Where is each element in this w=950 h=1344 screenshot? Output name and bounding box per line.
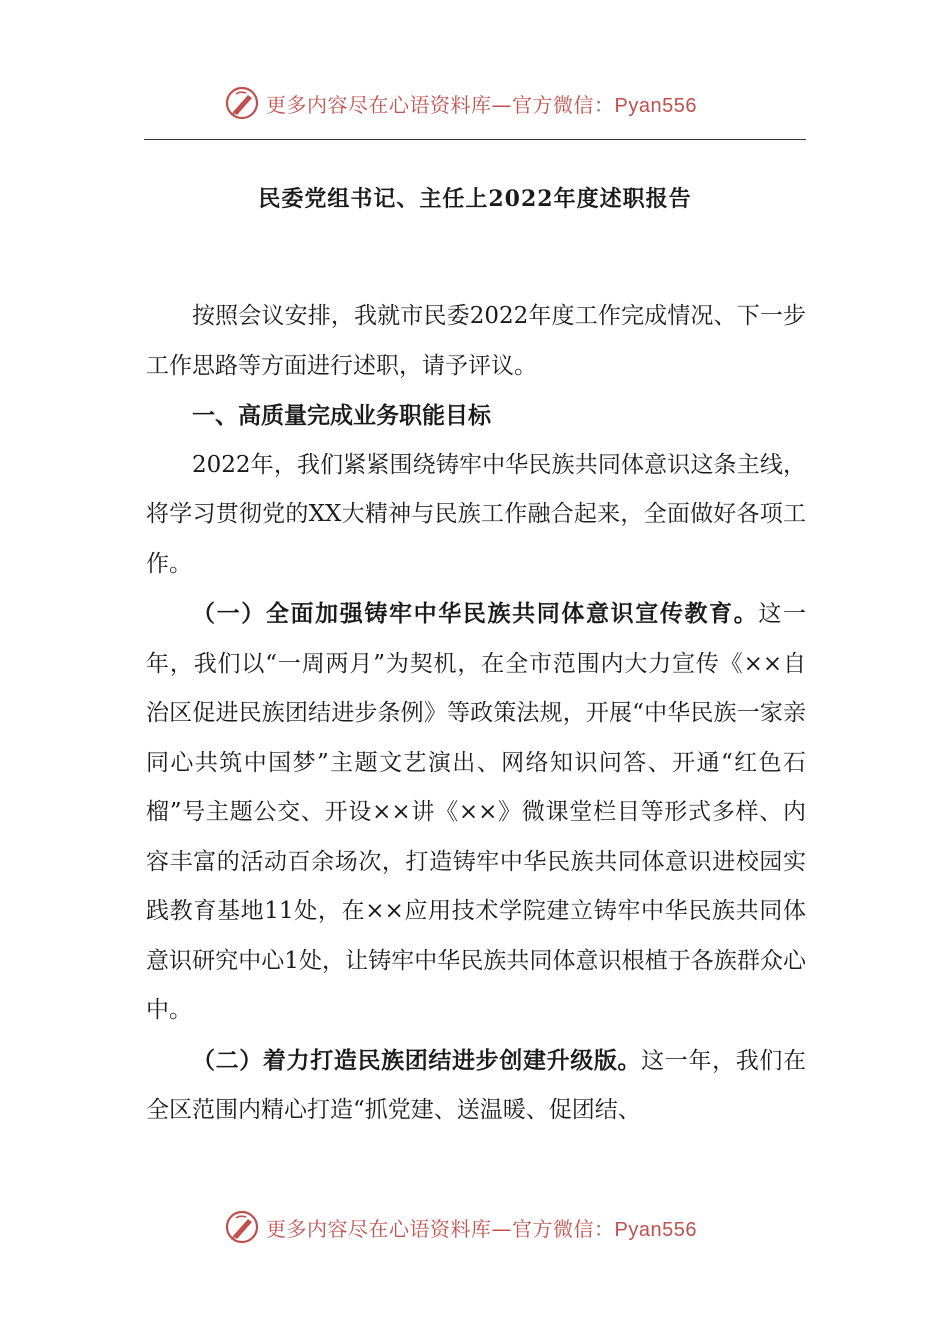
watermark-handle: Pyan556 — [614, 1218, 697, 1241]
watermark-text: 更多内容尽在心语资料库—官方微信：Pyan556 — [266, 1216, 697, 1241]
watermark-text: 更多内容尽在心语资料库—官方微信：Pyan556 — [266, 92, 697, 117]
item-text-2: 这一年，我们在全区范围内精心打造“抓党建、送温暖、促团结、 — [146, 1047, 807, 1123]
section-paragraph: 2022年，我们紧紧围绕铸牢中华民族共同体意识这条主线，将学习贯彻党的XX大精神与民族工作融合起来，全面做好各项工作。 — [146, 451, 806, 577]
document-title: 民委党组书记、主任上2022年度述职报告 — [258, 186, 692, 212]
item-text-1: 这一年，我们以“一周两月”为契机，在全市范围内大力宣传《××自治区促进民族团结进步条例》等政策法规，开展“中华民族一家亲同心共筑中国梦”主题文艺演出、网络知识问答、开通“红色石榴”号主题公交、开设××讲《××》微课堂栏目等形式多样、内容丰富的活动百余场次，打造铸牢中华民族共同体意识进校园实践教育基地11处，在××应用技术学院建立铸牢中华民族共同体意识研究中心1处，让铸牢中华民族共同体意识根植于各族群众心中。 — [146, 601, 806, 1023]
document-body — [146, 292, 806, 1136]
item-heading-1: （一）全面加强铸牢中华民族共同体意识宣传教育。 — [192, 600, 759, 627]
watermark-footer — [224, 1208, 697, 1246]
watermark-handle: Pyan556 — [614, 94, 697, 117]
section-heading: 一、高质量完成业务职能目标 — [192, 402, 491, 429]
pen-logo-icon — [224, 1209, 260, 1245]
intro-paragraph: 按照会议安排，我就市民委2022年度工作完成情况、下一步工作思路等方面进行述职，请予评议。 — [146, 303, 806, 379]
item-paragraph-1 — [146, 589, 806, 1036]
item-paragraph-2 — [146, 1036, 806, 1136]
item-heading-2: （二）着力打造民族团结进步创建升级版。 — [192, 1046, 642, 1074]
pen-logo-icon — [224, 85, 260, 121]
watermark-header — [224, 84, 697, 122]
header-divider — [144, 139, 806, 140]
